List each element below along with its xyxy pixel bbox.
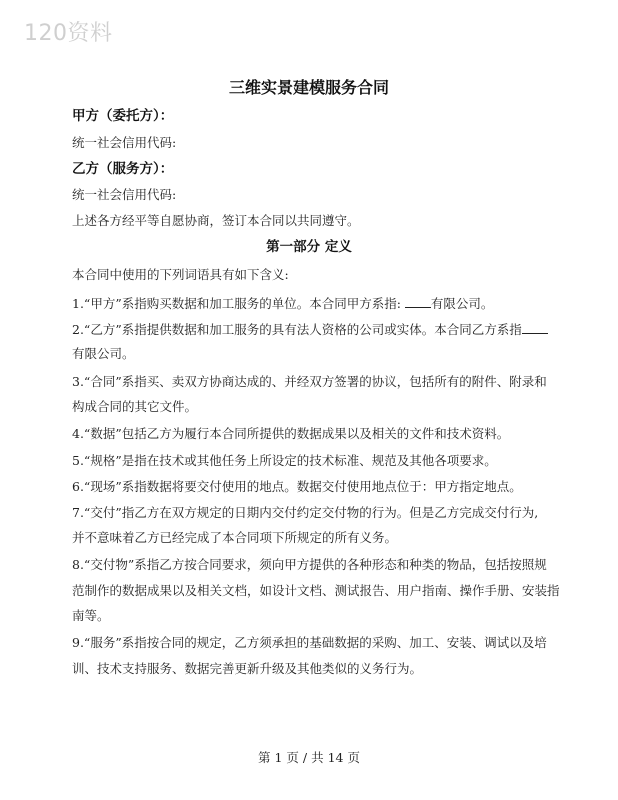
intro-text: 上述各方经平等自愿协商，签订本合同以共同遵守。 xyxy=(72,213,360,228)
definition-item-3: 3.“合同”系指买、卖双方协商达成的、并经双方签署的协议，包括所有的附件、附录和 xyxy=(72,374,547,389)
section-heading: 第一部分 定义 xyxy=(266,239,352,255)
definition-item-1 xyxy=(72,296,552,312)
definition-item-8-cont2: 南等。 xyxy=(72,608,110,623)
blank-line xyxy=(522,322,548,334)
watermark: 120资料 xyxy=(24,21,113,46)
definition-item-9: 9.“服务”系指按合同的规定，乙方须承担的基础数据的采购、加工、安装、调试以及培 xyxy=(72,635,547,650)
definition-text: 有限公司。 xyxy=(430,296,494,311)
credit-code-b: 统一社会信用代码: xyxy=(72,187,177,202)
definition-text: 2.“乙方”系指提供数据和加工服务的具有法人资格的公司或实体。本合同乙方系指 xyxy=(72,322,522,337)
blank-line xyxy=(405,296,431,308)
definition-item-6: 6.“现场”系指数据将要交付使用的地点。数据交付使用地点位于：甲方指定地点。 xyxy=(72,479,522,494)
definition-item-3-cont: 构成合同的其它文件。 xyxy=(72,399,198,414)
definition-text: 1.“甲方”系指购买数据和加工服务的单位。本合同甲方系指: xyxy=(72,296,401,311)
party-b-label: 乙方（服务方）： xyxy=(72,161,174,177)
definition-item-7-cont: 并不意味着乙方已经完成了本合同项下所规定的所有义务。 xyxy=(72,530,398,545)
document-title: 三维实景建模服务合同 xyxy=(228,78,389,97)
definition-item-9-cont: 训、技术支持服务、数据完善更新升级及其他类似的义务行为。 xyxy=(72,661,423,676)
definition-item-8-cont: 范制作的数据成果以及相关文档，如设计文档、测试报告、用户指南、操作手册、安装指 xyxy=(72,583,560,598)
definition-item-4: 4.“数据”包括乙方为履行本合同所提供的数据成果以及相关的文件和技术资料。 xyxy=(72,426,510,441)
definition-item-7: 7.“交付”指乙方在双方规定的日期内交付约定交付物的行为。但是乙方完成交付行为, xyxy=(72,505,539,520)
definition-item-8: 8.“交付物”系指乙方按合同要求，须向甲方提供的各种形态和种类的物品，包括按照规 xyxy=(72,557,547,572)
definition-item-2-cont: 有限公司。 xyxy=(72,346,135,361)
definitions-intro: 本合同中使用的下列词语具有如下含义: xyxy=(72,267,289,282)
credit-code-a: 统一社会信用代码: xyxy=(72,135,177,150)
page-footer: 第 1 页 / 共 14 页 xyxy=(258,750,360,765)
definition-item-2 xyxy=(72,322,552,338)
definition-item-5: 5.“规格”是指在技术或其他任务上所设定的技术标准、规范及其他各项要求。 xyxy=(72,453,497,468)
party-a-label: 甲方（委托方）： xyxy=(72,108,174,124)
